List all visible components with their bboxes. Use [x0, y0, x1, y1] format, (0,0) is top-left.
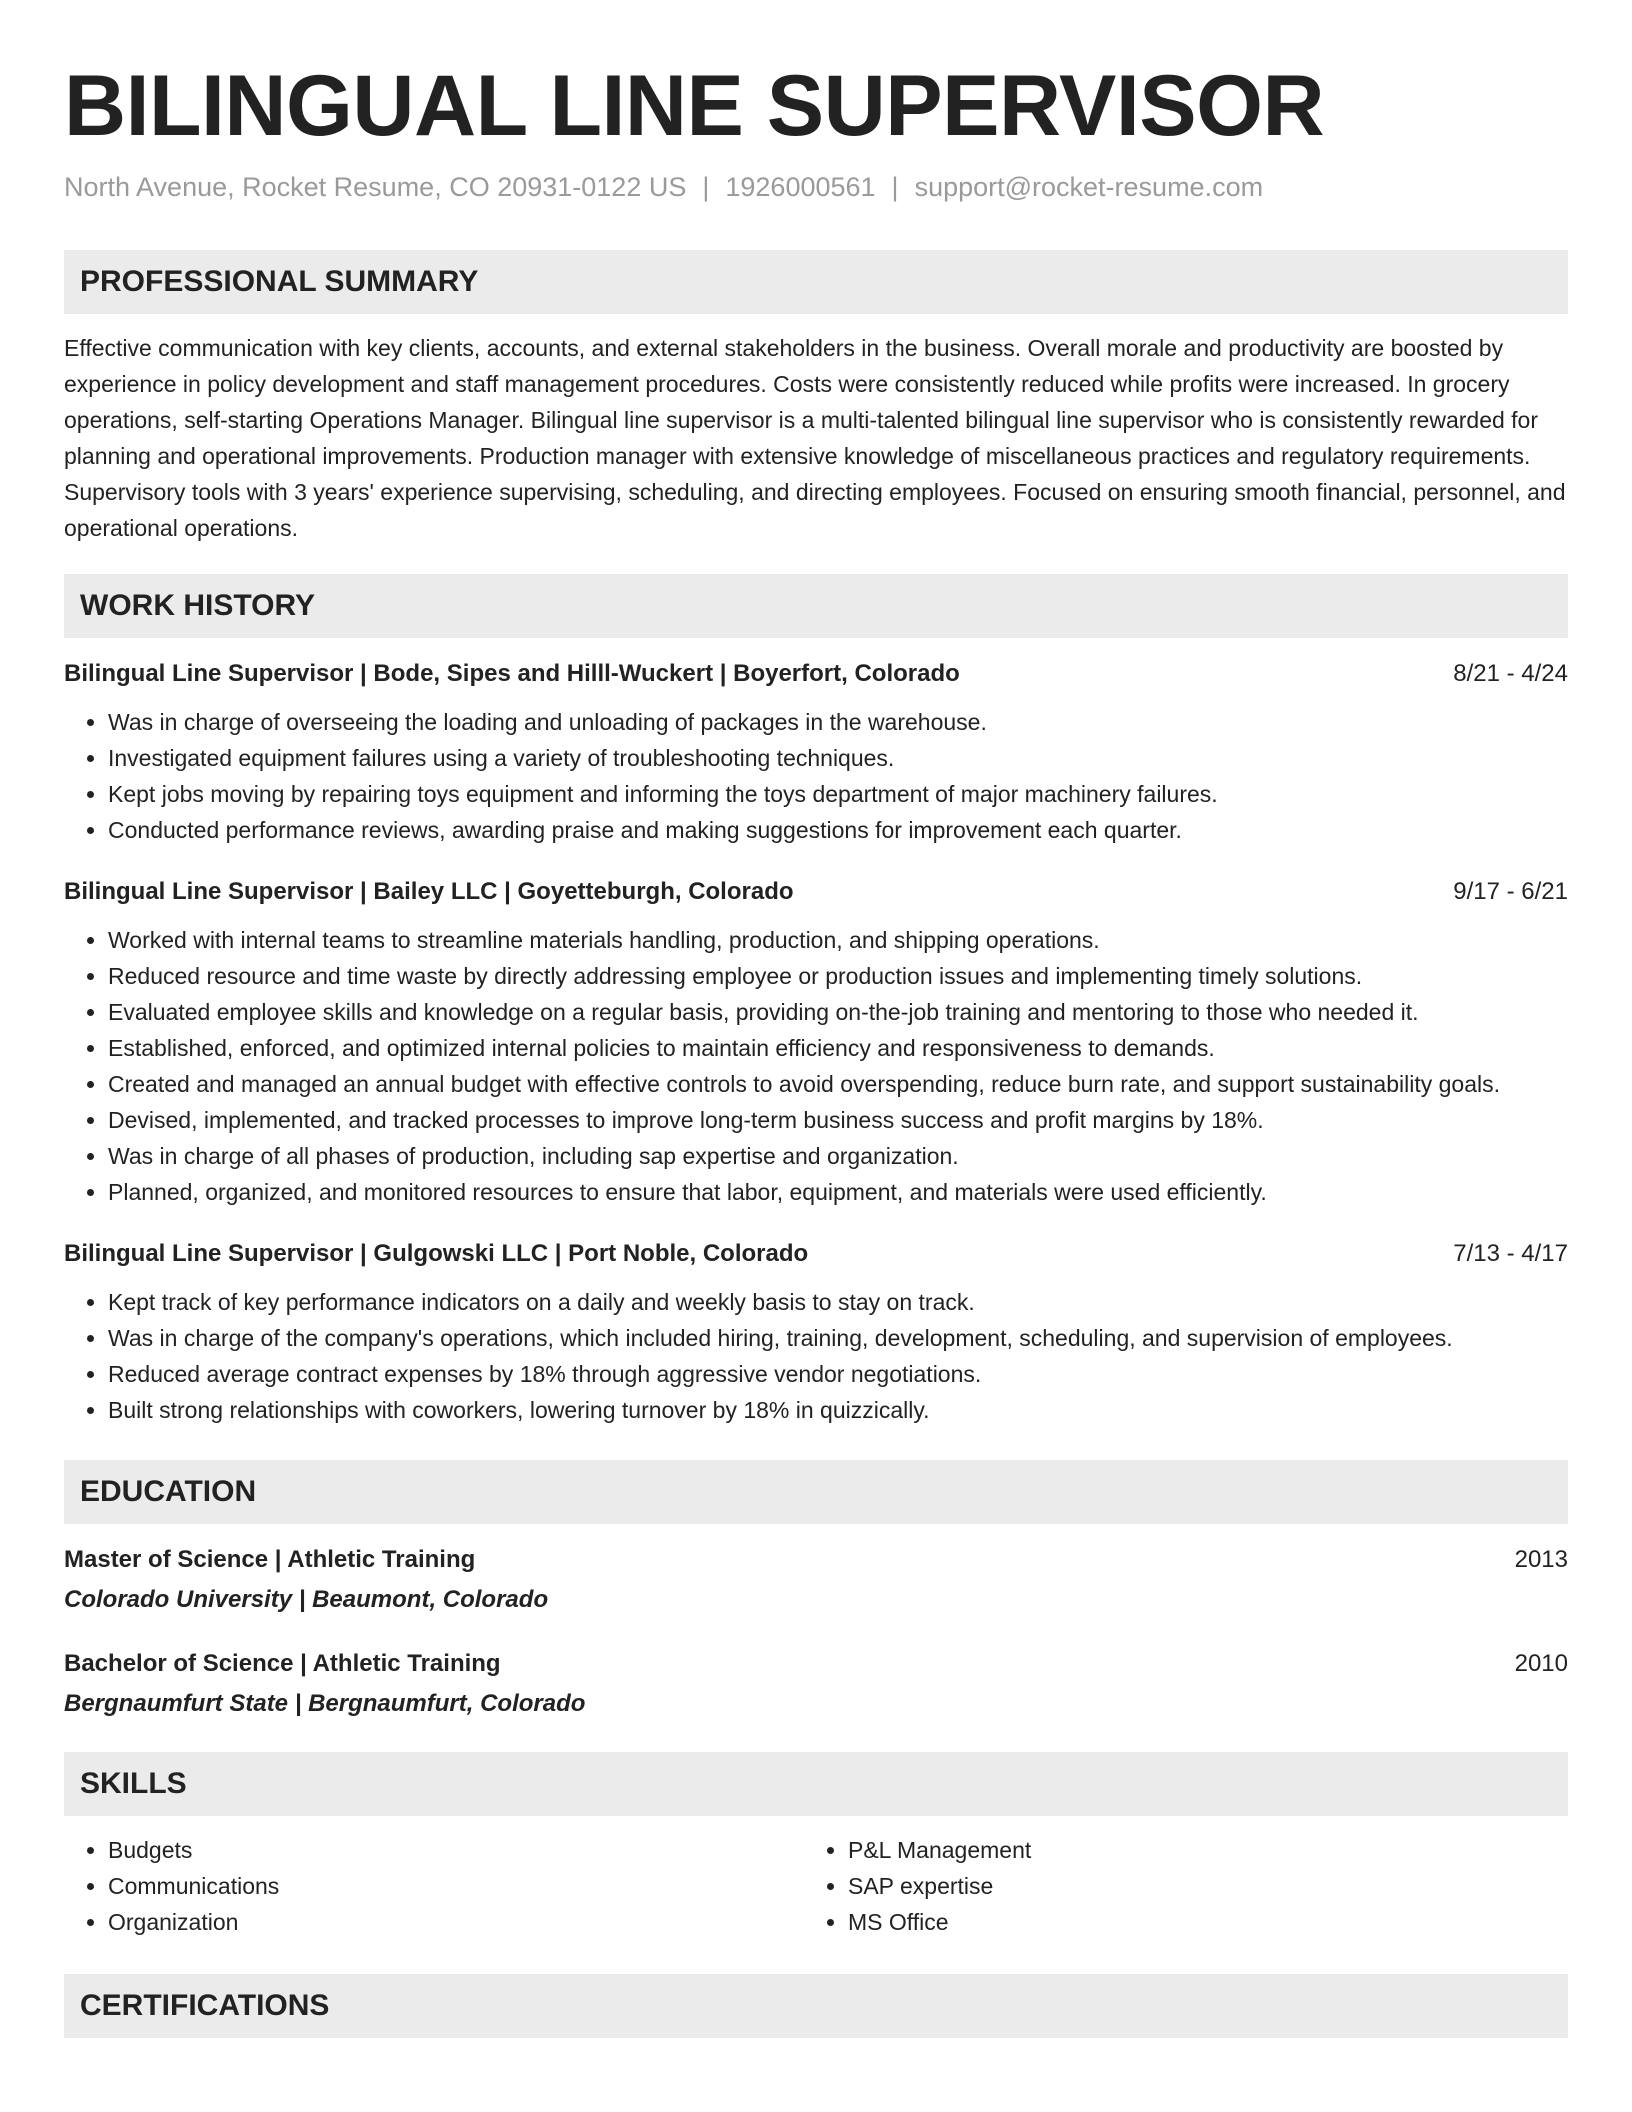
job-dates: 7/13 - 4/17 — [1453, 1240, 1568, 1267]
job-header — [64, 1236, 1568, 1272]
contact-address: North Avenue, Rocket Resume, CO 20931-0122 US — [64, 172, 687, 202]
job-bullet: • Was in charge of overseeing the loading and unloading of packages in the warehouse. — [108, 704, 1568, 740]
skill-item: • Organization — [108, 1904, 804, 1940]
job-bullet: • Was in charge of the company's operations, which included hiring, training, development, scheduling, and supervision of employees. — [108, 1320, 1568, 1356]
job-bullet: • Conducted performance reviews, awarding praise and making suggestions for improvement each quarter. — [108, 812, 1568, 848]
skill-item: • Communications — [108, 1868, 804, 1904]
education-header — [64, 1646, 1568, 1682]
resume-name: BILINGUAL LINE SUPERVISOR — [64, 58, 1325, 154]
skills-column-left — [64, 1832, 804, 1940]
skill-item: • Budgets — [108, 1832, 804, 1868]
job-bullet: • Kept jobs moving by repairing toys equipment and informing the toys department of major machinery failures. — [108, 776, 1568, 812]
job-bullets — [64, 704, 1568, 848]
education-degree: Bachelor of Science | Athletic Training — [64, 1650, 501, 1677]
job-header — [64, 874, 1568, 910]
job-entry — [64, 874, 1568, 1210]
job-title: Bilingual Line Supervisor | Bode, Sipes and Hilll-Wuckert | Boyerfort, Colorado — [64, 660, 960, 687]
contact-email: support@rocket-resume.com — [914, 172, 1264, 202]
education-year: 2013 — [1514, 1546, 1568, 1573]
contact-separator: | — [702, 172, 710, 202]
job-bullet: • Worked with internal teams to streamline materials handling, production, and shipping operations. — [108, 922, 1568, 958]
section-header-summary: PROFESSIONAL SUMMARY — [64, 250, 1568, 314]
job-bullet: • Kept track of key performance indicators on a daily and weekly basis to stay on track. — [108, 1284, 1568, 1320]
section-header-work-history: WORK HISTORY — [64, 574, 1568, 638]
job-dates: 9/17 - 6/21 — [1453, 878, 1568, 905]
job-title: Bilingual Line Supervisor | Gulgowski LLC | Port Noble, Colorado — [64, 1240, 809, 1267]
education-degree: Master of Science | Athletic Training — [64, 1546, 476, 1573]
education-school: Colorado University | Beaumont, Colorado — [64, 1586, 549, 1613]
skills-column-right — [804, 1832, 1544, 1940]
contact-line — [64, 170, 1568, 204]
section-header-skills: SKILLS — [64, 1752, 1568, 1816]
contact-separator: | — [891, 172, 899, 202]
job-title: Bilingual Line Supervisor | Bailey LLC | Goyetteburgh, Colorado — [64, 878, 794, 905]
job-bullet: • Reduced resource and time waste by directly addressing employee or production issues and implementing timely solutions. — [108, 958, 1568, 994]
job-bullet: • Built strong relationships with coworkers, lowering turnover by 18% in quizzically. — [108, 1392, 1568, 1428]
job-header — [64, 656, 1568, 692]
job-dates: 8/21 - 4/24 — [1453, 660, 1568, 687]
skill-item: • P&L Management — [848, 1832, 1544, 1868]
job-bullets — [64, 922, 1568, 1210]
contact-phone: 1926000561 — [725, 172, 876, 202]
job-bullet: • Investigated equipment failures using a variety of troubleshooting techniques. — [108, 740, 1568, 776]
skill-item: • MS Office — [848, 1904, 1544, 1940]
job-bullet: • Reduced average contract expenses by 18% through aggressive vendor negotiations. — [108, 1356, 1568, 1392]
education-entry — [64, 1646, 1568, 1722]
section-header-education: EDUCATION — [64, 1460, 1568, 1524]
section-header-certifications: CERTIFICATIONS — [64, 1974, 1568, 2038]
summary-text: Effective communication with key clients, accounts, and external stakeholders in the business. Overall morale and productivity are boosted by experience in policy development and staff management procedures. Costs were consistently reduced while profits were increased. In grocery operations, self-starting Operations Manager. Bilingual line supervisor is a multi-talented bilingual line supervisor who is consistently rewarded for planning and operational improvements. Production manager with extensive knowledge of miscellaneous practices and regulatory requirements. Supervisory tools with 3 years' experience supervising, scheduling, and directing employees. Focused on ensuring smooth financial, personnel, and operational operations. — [64, 335, 1566, 541]
job-bullet: • Established, enforced, and optimized internal policies to maintain efficiency and responsiveness to demands. — [108, 1030, 1568, 1066]
skill-item: • SAP expertise — [848, 1868, 1544, 1904]
job-bullet: • Created and managed an annual budget with effective controls to avoid overspending, reduce burn rate, and support sustainability goals. — [108, 1066, 1568, 1102]
education-header — [64, 1542, 1568, 1578]
job-entry — [64, 1236, 1568, 1428]
education-entry — [64, 1542, 1568, 1618]
education-school: Bergnaumfurt State | Bergnaumfurt, Colorado — [64, 1690, 586, 1717]
job-bullet: • Planned, organized, and monitored resources to ensure that labor, equipment, and materials were used efficiently. — [108, 1174, 1568, 1210]
skills-list — [64, 1832, 1568, 1940]
job-bullet: • Evaluated employee skills and knowledge on a regular basis, providing on-the-job training and mentoring to those who needed it. — [108, 994, 1568, 1030]
job-bullets — [64, 1284, 1568, 1428]
job-entry — [64, 656, 1568, 848]
job-bullet: • Was in charge of all phases of production, including sap expertise and organization. — [108, 1138, 1568, 1174]
education-year: 2010 — [1514, 1650, 1568, 1677]
job-bullet: • Devised, implemented, and tracked processes to improve long-term business success and profit margins by 18%. — [108, 1102, 1568, 1138]
